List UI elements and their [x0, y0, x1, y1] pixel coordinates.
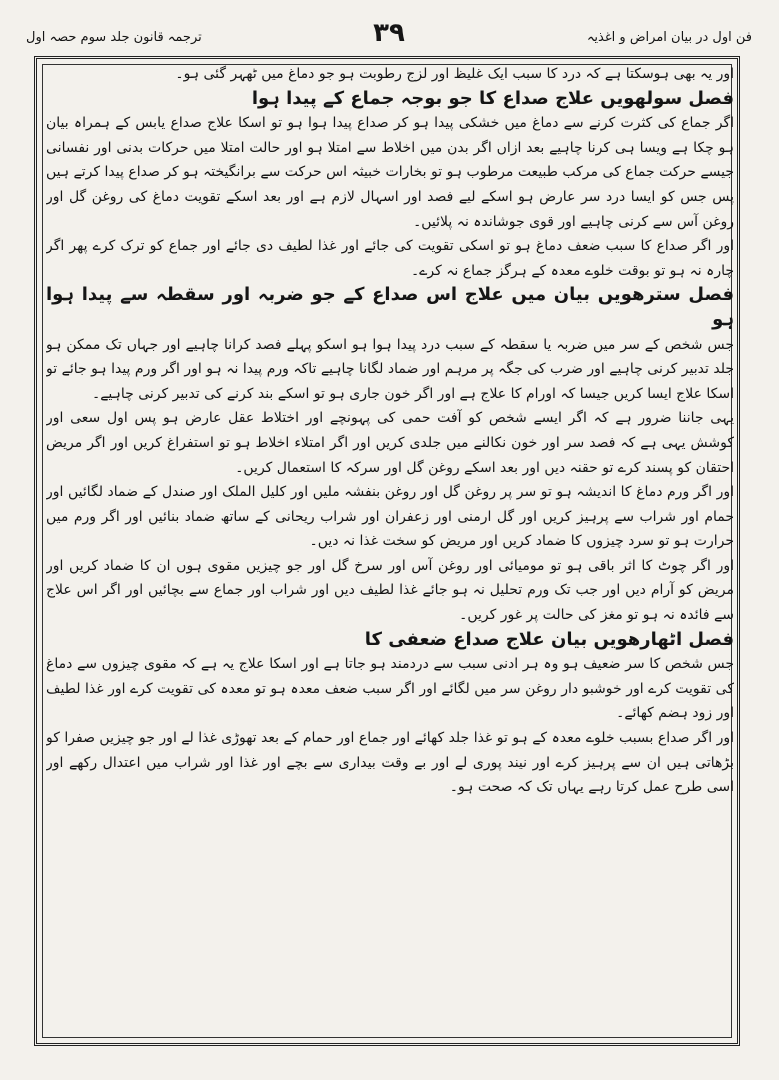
paragraph: اور اگر صداع کا سبب ضعف دماغ ہو تو اسکی تقویت کی جائے اور غذا لطیف دی جائے اور جماع کو ترک کرے پھر اگر چارہ نہ ہو تو بوقت خلوے معدہ کے ہرگز جماع نہ کرے۔: [46, 238, 734, 279]
paragraph: اور اگر ورم دماغ کا اندیشہ ہو تو سر پر روغن گل اور روغن بنفشہ ملیں اور کلیل الملک اور صندل کے ضماد لگائیں اور حمام اور شراب سے پرہیز کریں اور گل ارمنی اور زعفران اور شراب ریحانی کے ساتھ ضماد بنائیں اور اگر ورم میں حرارت ہو تو سرد چیزوں کا ضماد کریں اور مریض کو سخت غذا نہ دیں۔: [46, 484, 734, 550]
body-text: [46, 62, 734, 1034]
section-heading: فصل اٹھارھویں بیان علاج صداع ضعفی کا: [364, 628, 734, 650]
paragraph: جس شخص کے سر میں ضربہ یا سقطہ کے سبب درد پیدا ہوا ہو اسکو پہلے فصد کرانا چاہیے اور جہاں تک ممکن ہو جلد تدبیر کرنی چاہیے اور ضرب کی جگہ پر مرہم اور ضماد لگانا چاہیے تاکہ ورم پیدا نہ ہو اور اگر ورم پیدا ہو جائے تو اسکا علاج ایسا کریں جیسا کہ اورام کا علاج ہے اور اگر خون جاری ہو تو اسکے بند کرنے کی تدبیر کرنی چاہیے۔: [46, 336, 734, 402]
paragraph: یہی جاننا ضرور ہے کہ اگر ایسے شخص کو آفت حمی کی پہونچے اور اختلاط عقل عارض ہو پس اول سعی اور کوشش یہی ہے کہ فصد سر اور خون نکالنے میں جلدی کریں اور اگر امتلاء اخلاط ہو تو استفراغ کریں اور اگر مریض احتقان کو پسند کرے تو حقنہ دیں اور بعد اسکے روغن گل اور سرکہ کا استعمال کریں۔: [46, 410, 734, 476]
section-title: فن اول در بیان امراض و اغذیہ: [586, 30, 752, 45]
section-heading: فصل سولھویں علاج صداع کا جو بوجہ جماع کے پیدا ہوا: [251, 87, 734, 109]
paragraph: جس شخص کا سر ضعیف ہو وہ ہر ادنی سبب سے دردمند ہو جاتا ہے اور اسکا علاج یہ ہے کہ مقوی چیزوں سے دماغ کی تقویت کرے اور خوشبو دار روغن سر میں لگائے اور اگر سبب ضعف معدہ ہو تو معدہ کی تقویت کرے اور غذا لطیف اور زود ہضم کھائے۔: [46, 656, 734, 722]
page-number: ۳۹: [373, 18, 405, 48]
page-header: [26, 18, 752, 54]
section-heading: فصل سترھویں بیان میں علاج اس صداع کے جو ضربہ اور سقطہ سے پیدا ہوا ہو: [46, 284, 734, 330]
paragraph: اگر جماع کی کثرت کرنے سے دماغ میں خشکی پیدا ہو کر صداع پیدا ہوا ہو تو اسکا علاج صداع یابس کے ہمراہ بیان ہو چکا ہے ویسا ہی کرنا چاہیے بعد ازاں اگر بدن میں اخلاط سے امتلا ہو اور حالت امتلا میں حرکات بدنی اور نفسانی جیسے حرکت جماع کی مرکب طبیعت مرطوب ہو تو بخارات خبیثہ اس حرکت سے برانگیختہ ہو کر صداع پیدا کرتے ہیں پس جس کو ایسا درد سر عارض ہو اسکے لیے فصد اور اسہال لازم ہے اور بعد اسکے تقویت دماغ کی روغن گل اور روغن آس سے کرنی چاہیے اور قوی جوشاندہ نہ پلائیں۔: [46, 115, 734, 230]
paragraph: اور یہ بھی ہوسکتا ہے کہ درد کا سبب ایک غلیظ اور لزج رطوبت ہو جو دماغ میں ٹھہر گئی ہو۔: [175, 66, 734, 82]
paragraph: اور اگر چوٹ کا اثر باقی ہو تو مومیائی اور روغن آس اور سرخ گل اور جو چیزیں مقوی ہوں ان کا ضماد کریں اور مریض کو آرام دیں اور جب تک ورم تحلیل نہ ہو جائے غذا لطیف دیں اور شراب اور جماع سے بچائیں اور اگر اس علاج سے فائدہ نہ ہو تو مغز کی حالت پر غور کریں۔: [46, 557, 734, 624]
paragraph: اور اگر صداع بسبب خلوے معدہ کے ہو تو غذا جلد کھائے اور جماع اور حمام کے بعد تھوڑی غذا لے اور جو چیزیں صفرا کو بڑھاتی ہیں ان سے پرہیز کرے اور نیند پوری لے اور بے وقت بیداری سے بچے اور غذا اور شراب میں اعتدال رکھے اور اسی طرح عمل کرتا رہے یہاں تک کہ صحت ہو۔: [46, 730, 734, 796]
book-title: ترجمہ قانون جلد سوم حصہ اول: [26, 30, 202, 45]
